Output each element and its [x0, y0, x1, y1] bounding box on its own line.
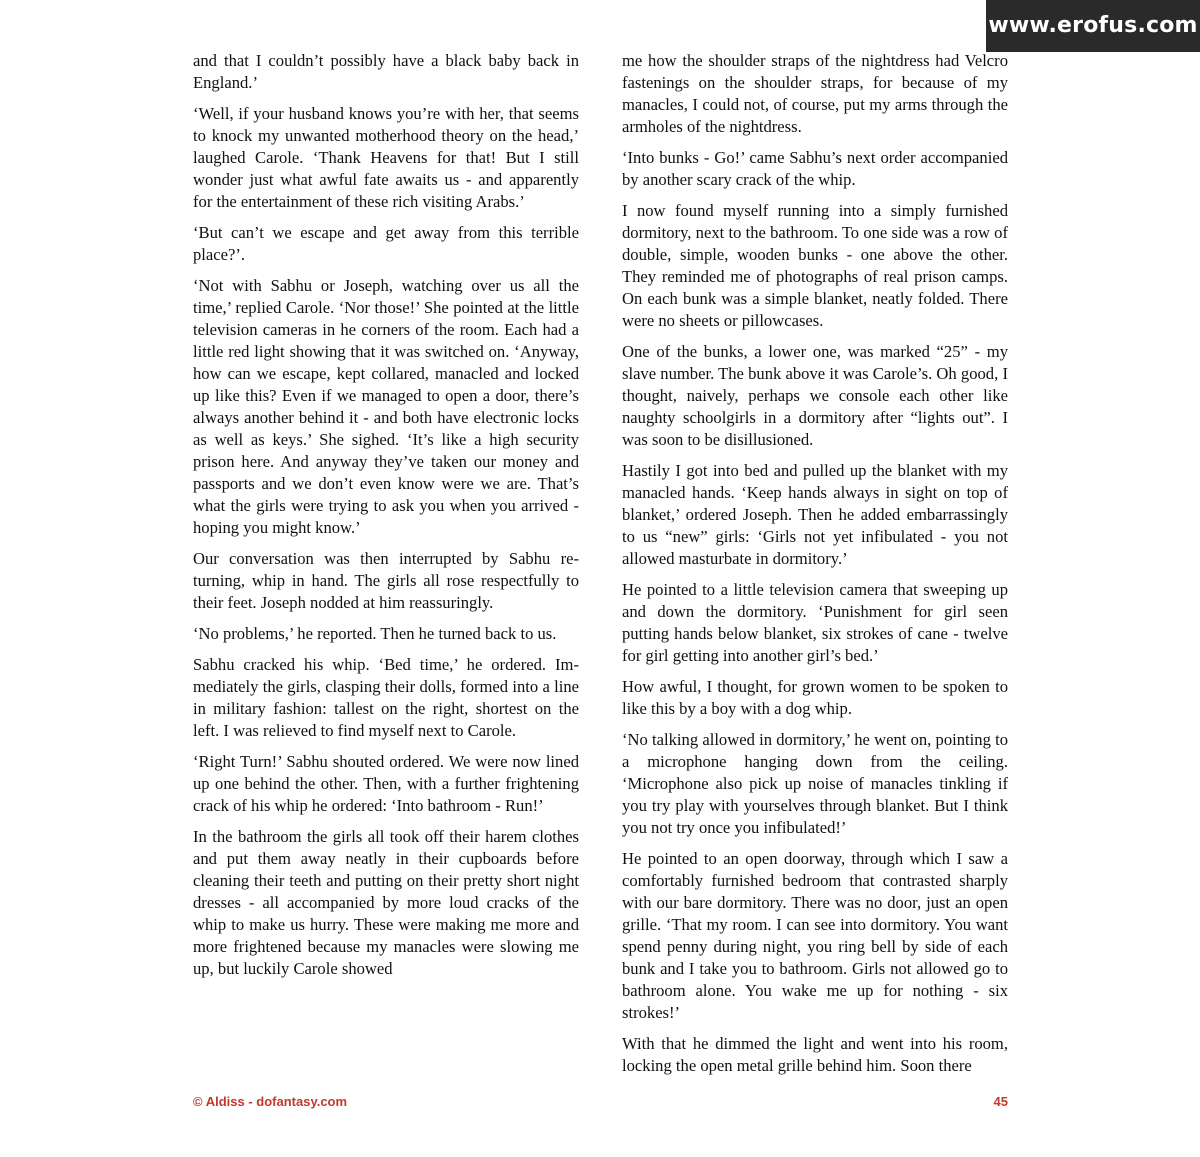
paragraph: ‘Right Turn!’ Sabhu shouted ordered. We were now lined up one behind the other. Then, with a further frightening crack of his whip he ordered: ‘Into bathroom - Run!’: [193, 752, 579, 815]
paragraph: One of the bunks, a lower one, was marked “25” - my slave number. The bunk above it was Carole’s. Oh good, I thought, naively, perhaps we console each other like naughty schoolgirls in a dormitory after “lights out”. I was soon to be disillusioned.: [622, 342, 1008, 449]
paragraph: ‘But can’t we escape and get away from this terrible place?’.: [193, 223, 579, 264]
paragraph: He pointed to a little television camera that sweeping up and down the dormitory. ‘Punishment for girl seen putting hands below blanket, six strokes of cane - twelve for girl getting into another girl’s bed.’: [622, 580, 1008, 665]
paragraph: How awful, I thought, for grown women to be spoken to like this by a boy with a dog whip.: [622, 677, 1008, 718]
paragraph: He pointed to an open doorway, through which I saw a comfortably furnished bedroom that contrasted sharply with our bare dormitory. There was no door, just an open grille. ‘That my room. I can see into dormitory. You want spend penny during night, you ring bell by side of each bunk and I take you to bathroom. Girls not allowed go to bathroom alone. You wake me up for nothing - six strokes!’: [622, 849, 1008, 1022]
paragraph: me how the shoulder straps of the nightdress had Velcro fastenings on the shoulder straps, for because of my manacles, I could not, of course, put my arms through the armholes of the nightdress.: [622, 51, 1008, 136]
paragraph: ‘No talking allowed in dormitory,’ he went on, pointing to a microphone hanging down from the ceiling. ‘Microphone also pick up noise of manacles tinkling if you try play with yourselves through blanket. But I think you not try once you infibulated!’: [622, 730, 1008, 837]
paragraph: Our conversation was then interrupted by Sabhu returning, whip in hand. The girls all rose respectfully to their feet. Joseph nodded at him reassuringly.: [193, 549, 579, 612]
page-number: 45: [993, 1094, 1008, 1109]
paragraph: Hastily I got into bed and pulled up the blanket with my manacled hands. ‘Keep hands always in sight on top of blanket,’ ordered Joseph. Then he added embarrassingly to us “new” girls: ‘Girls not yet infibulated - you not allowed masturbate in dormitory.’: [622, 461, 1008, 568]
paragraph: With that he dimmed the light and went into his room, locking the open metal grille behind him. Soon there: [622, 1034, 1008, 1075]
paragraph: ‘Into bunks - Go!’ came Sabhu’s next order accompanied by another scary crack of the whip.: [622, 148, 1008, 189]
text-column-left: [193, 50, 579, 980]
text-column-right: [622, 50, 1008, 1077]
paragraph: I now found myself running into a simply furnished dormitory, next to the bathroom. To one side was a row of double, simple, wooden bunks - one above the other. They reminded me of photographs of real prison camps. On each bunk was a simple blanket, neatly folded. There were no sheets or pillowcases.: [622, 201, 1008, 330]
paragraph: Sabhu cracked his whip. ‘Bed time,’ he ordered. Immediately the girls, clasping their dolls, formed into a line in military fashion: tallest on the right, shortest on the left. I was relieved to find myself next to Carole.: [193, 655, 579, 740]
paragraph: ‘Well, if your husband knows you’re with her, that seems to knock my unwanted motherhood theory on the head,’ laughed Carole. ‘Thank Heavens for that! But I still wonder just what awful fate awaits us - and apparently for the entertainment of these rich visiting Arabs.’: [193, 104, 579, 211]
paragraph: ‘Not with Sabhu or Joseph, watching over us all the time,’ replied Carole. ‘Nor those!’ She pointed at the little television cameras in he corners of the room. Each had a little red light showing that it was switched on. ‘Anyway, how can we escape, kept collared, manacled and locked up like this? Even if we managed to open a door, there’s always another behind it - and both have electronic locks as well as keys.’ She sighed. ‘It’s like a high security prison here. And anyway they’ve taken our money and passports and we don’t even know were we are. That’s what the girls were trying to ask you when you arrived - hoping you might know.’: [193, 276, 579, 537]
paragraph: ‘No problems,’ he reported. Then he turned back to us.: [193, 624, 557, 643]
footer-credit: © Aldiss - dofantasy.com: [193, 1094, 348, 1109]
site-watermark: www.erofus.com: [986, 0, 1200, 52]
paragraph: In the bathroom the girls all took off their harem clothes and put them away neatly in their cupboards before cleaning their teeth and putting on their pretty short night dresses - all accompanied by more loud cracks of the whip to make us hurry. These were making me more and more frightened because my manacles were slowing me up, but luckily Carole showed: [193, 827, 579, 978]
paragraph: and that I couldn’t possibly have a black baby back in England.’: [193, 51, 579, 92]
